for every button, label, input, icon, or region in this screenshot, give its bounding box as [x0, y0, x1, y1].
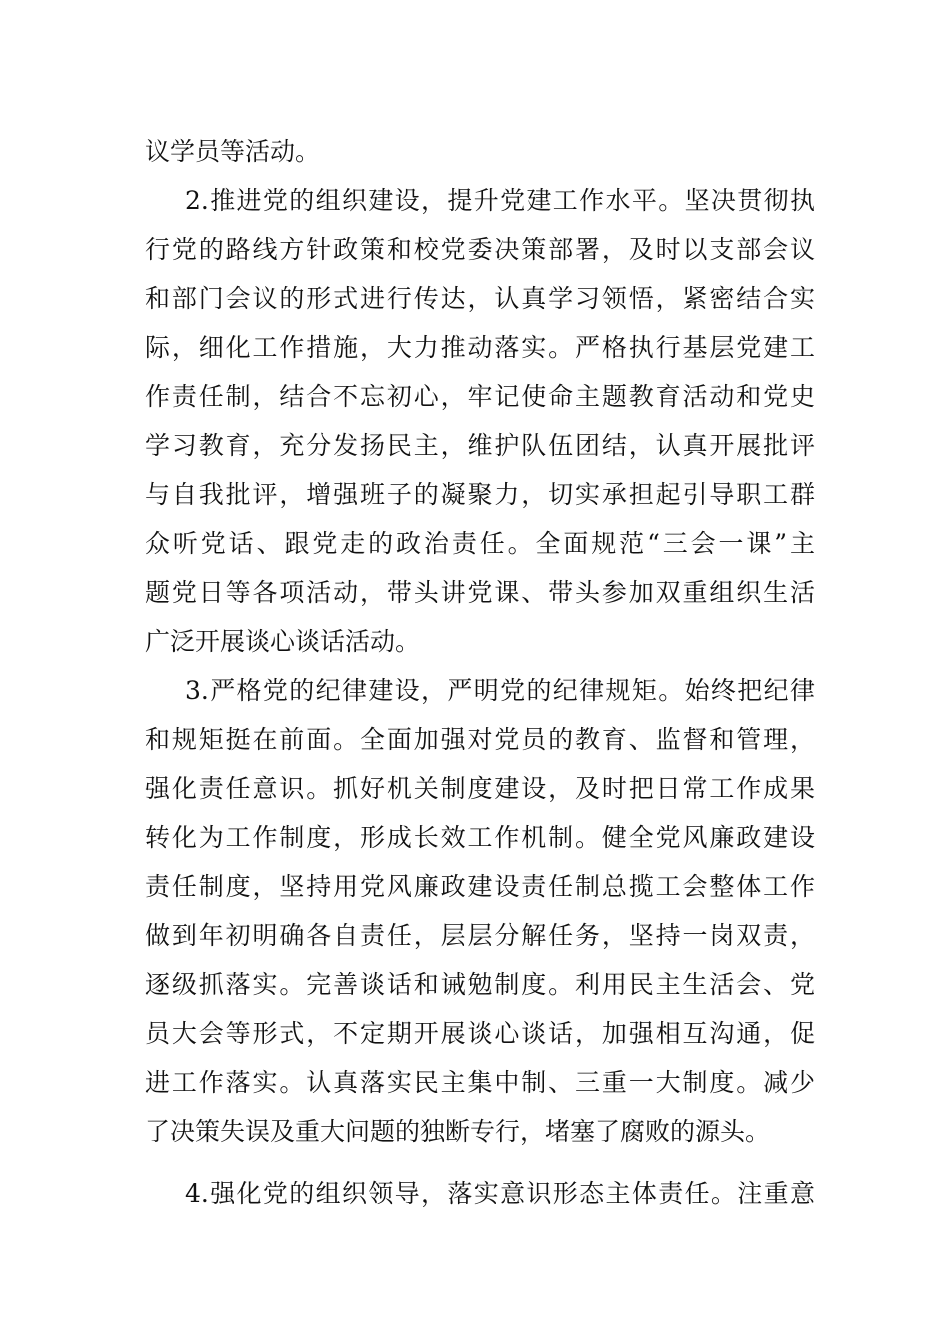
text-line: 员大会等形式，不定期开展谈心谈话，加强相互沟通，促 — [145, 1019, 815, 1048]
text-line: 和部门会议的形式进行传达，认真学习领悟，紧密结合实 — [145, 284, 815, 313]
paragraph-heading-line: 3.严格党的纪律建设，严明党的纪律规矩。始终把纪律 — [185, 676, 815, 705]
text-line: 众听党话、跟党走的政治责任。全面规范“三会一课”主 — [145, 529, 815, 558]
text-line: 和规矩挺在前面。全面加强对党员的教育、监督和管理， — [145, 725, 815, 754]
text-line: 际，细化工作措施，大力推动落实。严格执行基层党建工 — [145, 333, 815, 362]
text-line: 责任制度，坚持用党风廉政建设责任制总揽工会整体工作 — [145, 872, 815, 901]
text-line: 逐级抓落实。完善谈话和诫勉制度。利用民主生活会、党 — [145, 970, 815, 999]
text-line: 与自我批评，增强班子的凝聚力，切实承担起引导职工群 — [145, 480, 815, 509]
text-line: 转化为工作制度，形成长效工作机制。健全党风廉政建设 — [145, 823, 815, 852]
text-line: 作责任制，结合不忘初心，牢记使命主题教育活动和党史 — [145, 382, 815, 411]
paragraph-heading-line: 4.强化党的组织领导，落实意识形态主体责任。注重意 — [185, 1179, 815, 1208]
text-line: 强化责任意识。抓好机关制度建设，及时把日常工作成果 — [145, 774, 815, 803]
text-line: 做到年初明确各自责任，层层分解任务，坚持一岗双责， — [145, 921, 815, 950]
text-line: 进工作落实。认真落实民主集中制、三重一大制度。减少 — [145, 1068, 815, 1097]
text-line: 广泛开展谈心谈话活动。 — [145, 627, 421, 656]
text-line: 学习教育，充分发扬民主，维护队伍团结，认真开展批评 — [145, 431, 815, 460]
text-line: 议学员等活动。 — [145, 137, 321, 166]
text-line: 题党日等各项活动，带头讲党课、带头参加双重组织生活 — [145, 578, 815, 607]
paragraph-heading-line: 2.推进党的组织建设，提升党建工作水平。坚决贯彻执 — [185, 186, 815, 215]
text-line: 了决策失误及重大问题的独断专行，堵塞了腐败的源头。 — [145, 1117, 771, 1146]
text-line: 行党的路线方针政策和校党委决策部署，及时以支部会议 — [145, 235, 815, 264]
